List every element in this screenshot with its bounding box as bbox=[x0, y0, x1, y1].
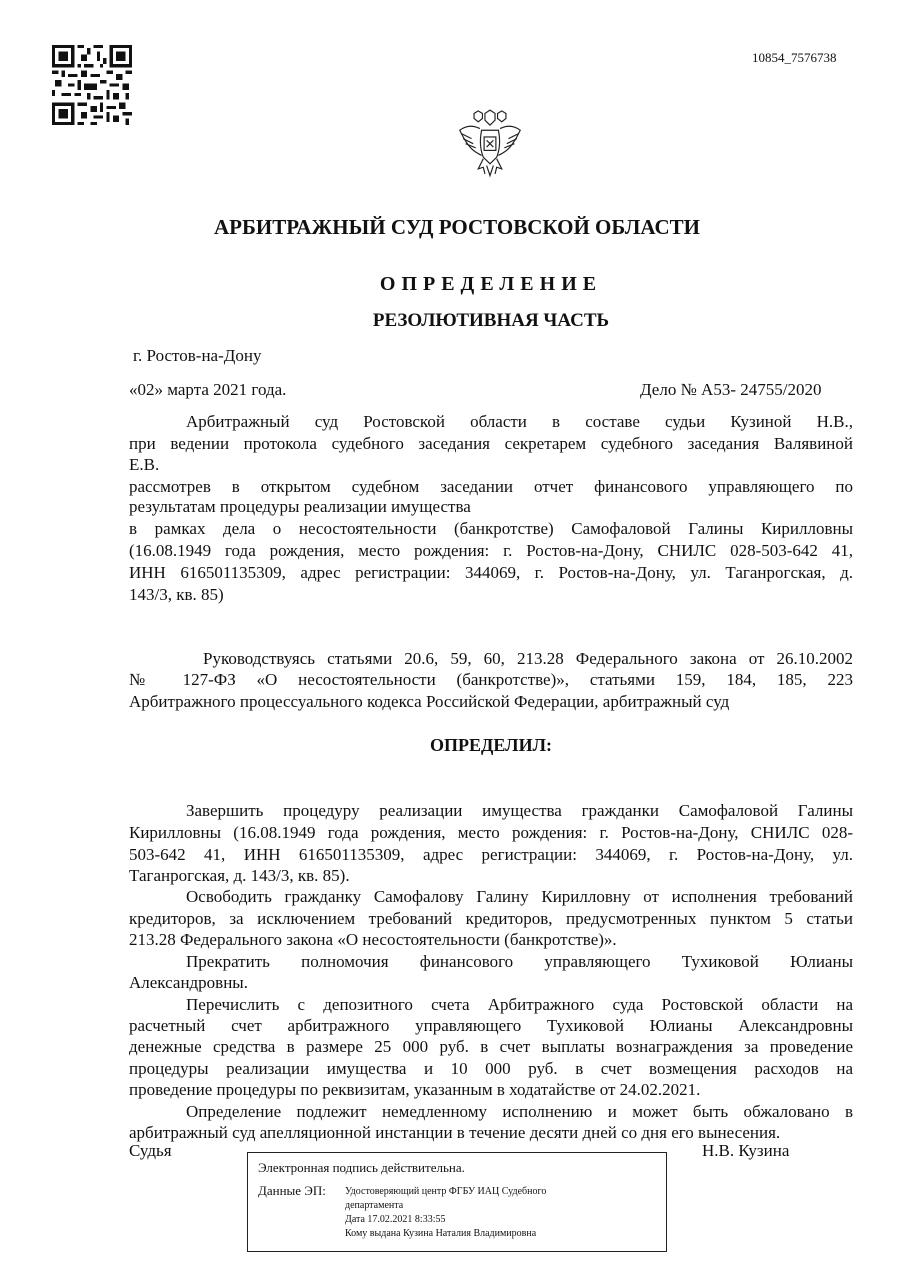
signature-data-label: Данные ЭП: bbox=[258, 1183, 326, 1198]
ruling-line: арбитражный суд апелляционной инстанции в течение десяти дней со дня его вынесения. bbox=[129, 1123, 781, 1142]
ruling-line: 503-642 41, ИНН 616501135309, адрес регистрации: 344069, г. Ростов-на-Дону, ул. bbox=[129, 845, 853, 864]
court-name: АРБИТРАЖНЫЙ СУД РОСТОВСКОЙ ОБЛАСТИ bbox=[214, 215, 700, 239]
intro-line: при ведении протокола судебного заседания секретарем судебного заседания Валявиной bbox=[129, 434, 853, 453]
legal-basis-line: № 127-ФЗ «О несостоятельности (банкротстве)», статьями 159, 184, 185, 223 bbox=[129, 670, 853, 689]
ruling-line: Прекратить полномочия финансового управляющего Тухиковой Юлианы bbox=[186, 952, 853, 971]
ruling-line: расчетный счет арбитражного управляющего Тухиковой Юлианы Александровны bbox=[129, 1016, 853, 1035]
ruling-line: Кирилловны (16.08.1949 года рождения, место рождения: г. Ростов-на-Дону, СНИЛС 028- bbox=[129, 823, 853, 842]
signature-details bbox=[345, 1185, 546, 1241]
document-date: «02» марта 2021 года. bbox=[129, 380, 287, 399]
document-type: ОПРЕДЕЛЕНИЕ bbox=[379, 273, 603, 295]
intro-line: 143/3, кв. 85) bbox=[129, 585, 224, 604]
ruling-line: Александровны. bbox=[129, 973, 248, 992]
ruling-line: Завершить процедуру реализации имущества гражданки Самофаловой Галины bbox=[186, 801, 853, 820]
ruling-line: проведение процедуры по реквизитам, указанным в ходатайстве от 24.02.2021. bbox=[129, 1080, 701, 1099]
intro-line: рассмотрев в открытом судебном заседании отчет финансового управляющего по bbox=[129, 477, 853, 496]
ruling-line: Освободить гражданку Самофалову Галину Кирилловну от исполнения требований bbox=[186, 887, 853, 906]
document-subtype: РЕЗОЛЮТИВНАЯ ЧАСТЬ bbox=[372, 310, 610, 331]
case-number: Дело № А53- 24755/2020 bbox=[640, 380, 822, 399]
ruling-line: кредиторов, за исключением требований кредиторов, предусмотренных пунктом 5 статьи bbox=[129, 909, 853, 928]
city: г. Ростов-на-Дону bbox=[133, 346, 262, 365]
judge-label: Судья bbox=[129, 1141, 172, 1160]
signature-detail-line: департамента bbox=[345, 1200, 404, 1211]
document-id: 10854_7576738 bbox=[752, 50, 837, 65]
intro-line: ИНН 616501135309, адрес регистрации: 344069, г. Ростов-на-Дону, ул. Таганрогская, д. bbox=[129, 563, 853, 582]
judge-name: Н.В. Кузина bbox=[702, 1141, 790, 1160]
ruling-line: денежные средства в размере 25 000 руб. в счет выплаты вознаграждения за проведение bbox=[129, 1037, 853, 1056]
ruling-line: Определение подлежит немедленному исполнению и может быть обжаловано в bbox=[186, 1102, 853, 1121]
ruling-line: Таганрогская, д. 143/3, кв. 85). bbox=[129, 866, 350, 885]
intro-line: в рамках дела о несостоятельности (банкротстве) Самофаловой Галины Кирилловны bbox=[129, 519, 853, 538]
signature-detail-line: Удостоверяющий центр ФГБУ ИАЦ Судебного bbox=[345, 1186, 547, 1197]
coat-of-arms-icon bbox=[448, 100, 532, 184]
intro-line: Арбитражный суд Ростовской области в составе судьи Кузиной Н.В., bbox=[186, 412, 853, 431]
intro-line: Е.В. bbox=[129, 455, 160, 474]
ruling-line: процедуры реализации имущества и 10 000 руб. в счет возмещения расходов на bbox=[129, 1059, 853, 1078]
legal-basis-line: Руководствуясь статьями 20.6, 59, 60, 213.28 Федерального закона от 26.10.2002 bbox=[203, 649, 853, 668]
signature-detail-line: Дата 17.02.2021 8:33:55 bbox=[345, 1214, 446, 1225]
electronic-signature-stamp bbox=[247, 1152, 667, 1252]
signature-status: Электронная подпись действительна. bbox=[258, 1160, 465, 1175]
decided-heading: ОПРЕДЕЛИЛ: bbox=[430, 735, 552, 755]
ruling-line: 213.28 Федерального закона «О несостоятельности (банкротстве)». bbox=[129, 930, 617, 949]
signature-detail-line: Кому выдана Кузина Наталия Владимировна bbox=[345, 1228, 537, 1239]
intro-line: результатам процедуры реализации имущества bbox=[129, 497, 471, 516]
qr-code-icon bbox=[52, 45, 132, 125]
intro-line: (16.08.1949 года рождения, место рождения: г. Ростов-на-Дону, СНИЛС 028-503-642 41, bbox=[129, 541, 853, 560]
legal-basis-line: Арбитражного процессуального кодекса Российской Федерации, арбитражный суд bbox=[129, 692, 730, 711]
ruling-line: Перечислить с депозитного счета Арбитражного суда Ростовской области на bbox=[186, 995, 853, 1014]
